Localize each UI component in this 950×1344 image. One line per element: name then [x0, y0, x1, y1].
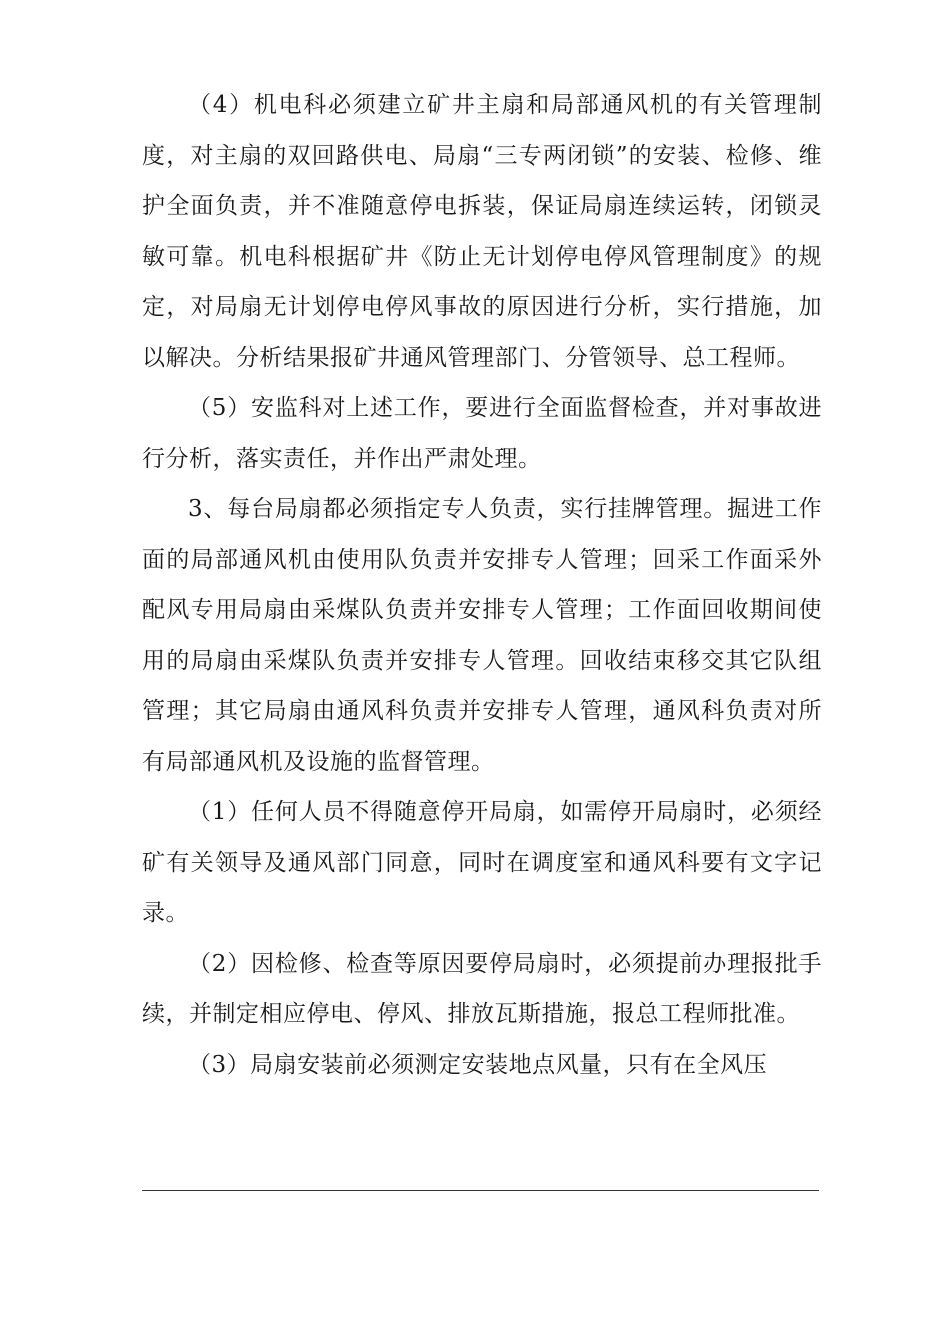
paragraph-4-electromechanical: （4）机电科必须建立矿井主扇和局部通风机的有关管理制度，对主扇的双回路供电、局扇“三专两闭锁”的安装、检修、维护全面负责，并不准随意停电拆装，保证局扇连续运转，闭锁灵敏可靠。机电科根据矿井《防止无计划停电停风管理制度》的规定，对局扇无计划停电停风事故的原因进行分析，实行措施，加以解决。分析结果报矿井通风管理部门、分管领导、总工程师。 — [142, 92, 822, 371]
paragraph-5-safety-supervision: （5）安监科对上述工作，要进行全面监督检查，并对事故进行分析，落实责任，并作出严肃处理。 — [142, 395, 822, 472]
paragraph-1-stopping-fans: （1）任何人员不得随意停开局扇，如需停开局扇时，必须经矿有关领导及通风部门同意，同时在调度室和通风科要有文字记录。 — [142, 799, 822, 926]
paragraph-2-maintenance-approval: （2）因检修、检查等原因要停局扇时，必须提前办理报批手续，并制定相应停电、停风、排放瓦斯措施，报总工程师批准。 — [142, 950, 822, 1027]
footer-divider — [142, 1190, 819, 1191]
document-body — [142, 80, 822, 1090]
paragraph-3-installation: （3）局扇安装前必须测定安装地点风量，只有在全风压 — [188, 1051, 768, 1078]
paragraph-3-fan-responsibility: 3、每台局扇都必须指定专人负责，实行挂牌管理。掘进工作面的局部通风机由使用队负责并安排专人管理；回采工作面采外配风专用局扇由采煤队负责并安排专人管理；工作面回收期间使用的局扇由采煤队负责并安排专人管理。回收结束移交其它队组管理；其它局扇由通风科负责并安排专人管理，通风科负责对所有局部通风机及设施的监督管理。 — [142, 496, 822, 775]
